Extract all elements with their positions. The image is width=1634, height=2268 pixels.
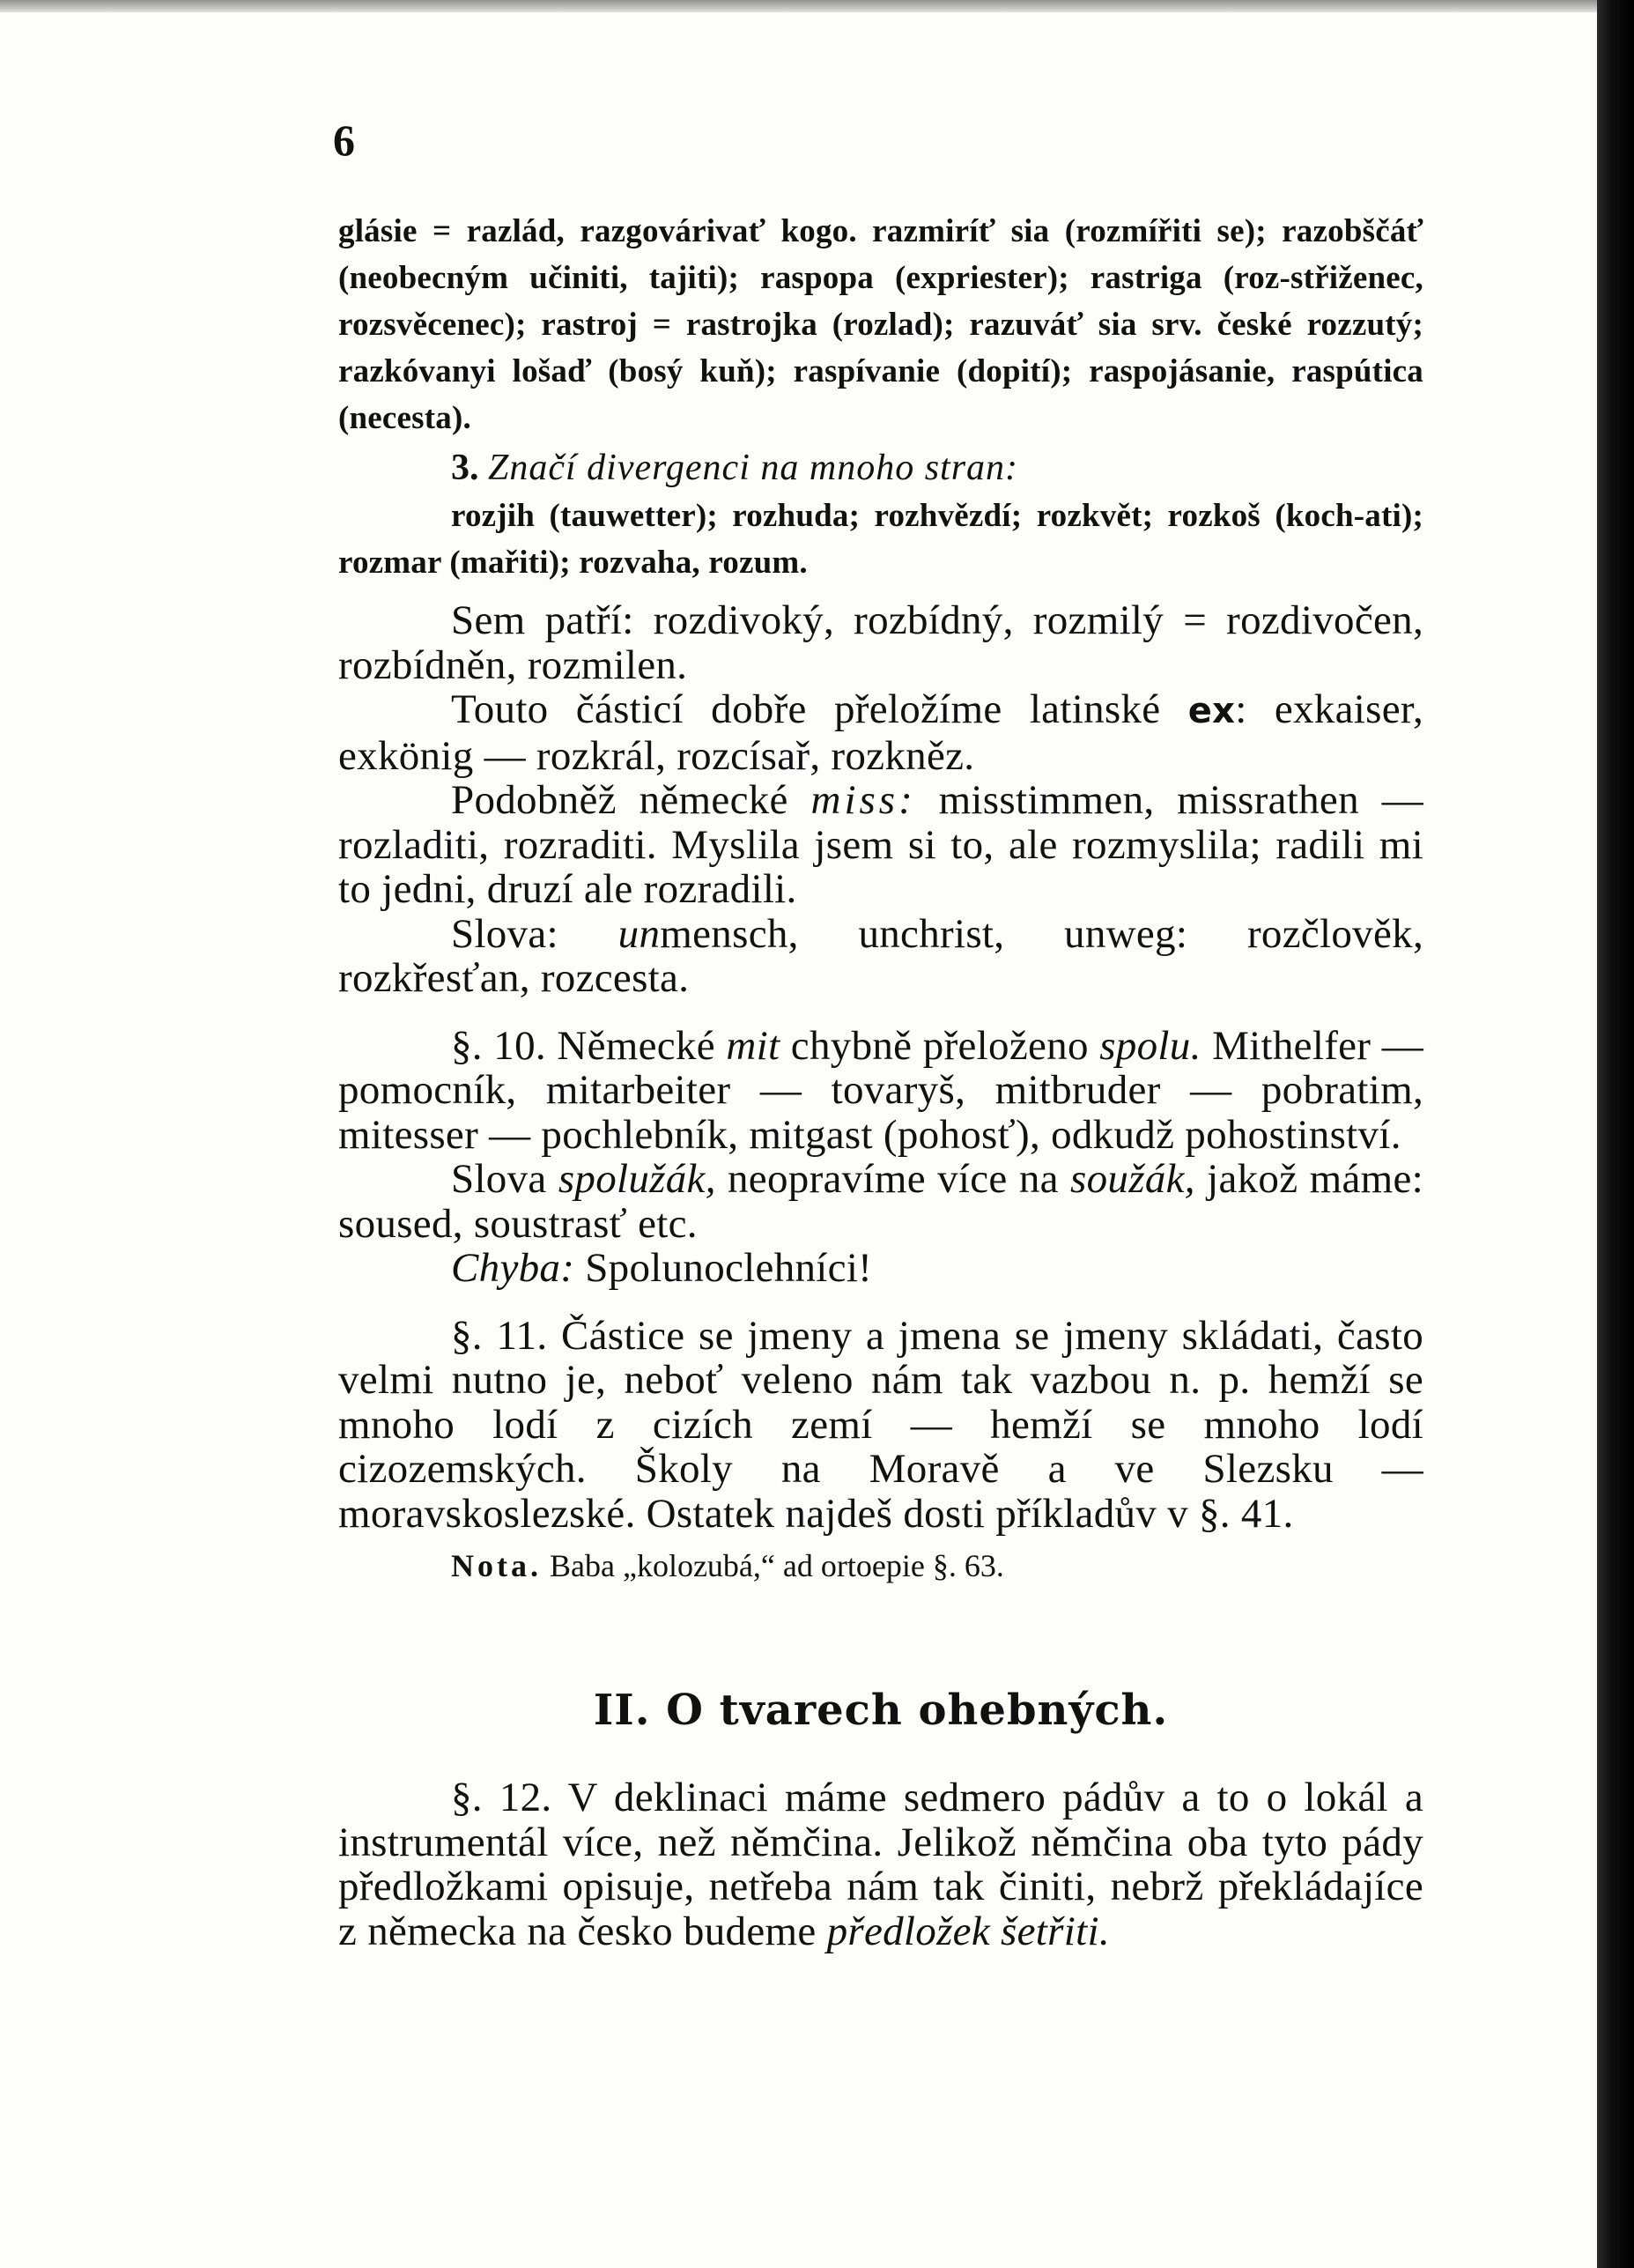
point-3-heading <box>338 443 1423 493</box>
paragraph-10 <box>338 1024 1423 1158</box>
paragraph-10-mit: mit <box>726 1022 780 1069</box>
scan-edge-right <box>1597 0 1634 2268</box>
chyba-label: Chyba: <box>451 1245 575 1291</box>
paragraph-11: §. 11. Částice se jmeny a jmena se jmeny skládati, často velmi nutno je, neboť veleno nám tak vazbou n. p. hemží se mnoho lodí z cizích zemí — hemží se mnoho lodí cizozemských. Školy na Moravě a ve Slezsku — moravskoslezské. Ostatek najdeš dosti příkladův v §. 41. <box>338 1312 1423 1537</box>
paragraph-spoluzak-text-1: Slova <box>451 1156 558 1202</box>
nota-text: Baba „kolozubá,“ ad ortoepie §. 63. <box>542 1548 1004 1583</box>
paragraph-spoluzak-text-3: jakož máme: soused, soustrasť etc. <box>338 1156 1424 1247</box>
paragraph-miss-text-1: Podobněž německé <box>451 777 811 823</box>
text-block <box>338 208 1423 1953</box>
paragraph-un <box>338 912 1423 1001</box>
nota-label: Nota. <box>451 1548 542 1583</box>
paragraph-spoluzak-word-2: soužák, <box>1070 1156 1195 1202</box>
paragraph-ex-text-1: Touto částicí dobře přeložíme latinské <box>451 686 1188 732</box>
paragraph-ex-word: ex <box>1187 691 1236 731</box>
paragraph-sem-patri: Sem patří: rozdivoký, rozbídný, rozmilý = rozdivočen, rozbídněn, rozmilen. <box>338 597 1423 688</box>
small-paragraph-1: glásie = razlád, razgovárivať kogo. razmiríť sia (rozmířiti se); razobščáť (neobecným učiniti, tajiti); raspopa (expriester); rastriga (roz-střiženec, rozsvěcenec); rastroj = rastrojka (rozlad); razuváť sia srv. české rozzutý; razkóvanyi lošaď (bosý kuň); raspívanie (dopití); raspojásanie, raspútica (necesta). <box>338 213 1423 436</box>
point-3-title: Značí divergenci na mnoho stran: <box>488 448 1019 488</box>
paragraph-spoluzak-word: spolužák, <box>558 1156 716 1202</box>
small-paragraph-2: rozjih (tauwetter); rozhuda; rozhvězdí; rozkvět; rozkoš (koch-ati); rozmar (mařiti); rozvaha, rozum. <box>338 498 1423 581</box>
paragraph-spoluzak <box>338 1157 1423 1246</box>
paragraph-miss-text-2: misstimmen, missrathen — rozladiti, rozraditi. Myslila jsem si to, ale rozmyslila; radili mi to jedni, druzí ale rozradili. <box>338 777 1423 912</box>
point-3-number: 3. <box>451 448 479 488</box>
paragraph-miss <box>338 778 1423 912</box>
paragraph-ex <box>338 687 1423 778</box>
section-title: II. O tvarech ohebných. <box>593 1686 1169 1735</box>
paragraph-chyba <box>338 1246 1423 1291</box>
nota-paragraph <box>338 1543 1423 1589</box>
paragraph-10-text-3: Mithelfer — pomocník, mitarbeiter — tovaryš, mitbruder — pobratim, mitesser — pochlebník, mitgast (pohosť), odkudž pohostinství. <box>338 1022 1424 1158</box>
paragraph-un-text-1: Slova: <box>451 910 618 957</box>
paragraph-un-word: un <box>617 910 661 957</box>
paragraph-ex-text-2: : exkaiser, exkönig — rozkrál, rozcísař, rozkněz. <box>338 686 1423 779</box>
paragraph-miss-word: miss: <box>810 777 916 823</box>
paragraph-10-text-1: §. 10. Německé <box>451 1022 727 1069</box>
paragraph-12-italic: předložek šetřiti. <box>826 1908 1110 1954</box>
scan-edge-top <box>0 0 1634 12</box>
page-number: 6 <box>333 115 355 165</box>
paragraph-10-spolu: spolu. <box>1099 1022 1201 1069</box>
paragraph-un-text-2: mensch, unchrist, unweg: rozčlověk, rozkřesťan, rozcesta. <box>338 910 1423 1001</box>
paragraph-spoluzak-text-2: neopravíme více na <box>715 1156 1071 1202</box>
paragraph-10-text-2: chybně přeloženo <box>780 1022 1100 1069</box>
chyba-text: Spolunoclehníci! <box>574 1245 873 1291</box>
paragraph-12-text: §. 12. V deklinaci máme sedmero pádův a to o lokál a instrumentál více, než němčina. Jelikož němčina oba tyto pády předložkami opisuje, netřeba nám tak činiti, nebrž překládajíce z německa na česko budeme <box>338 1775 1423 1954</box>
paragraph-12 <box>338 1775 1423 1953</box>
